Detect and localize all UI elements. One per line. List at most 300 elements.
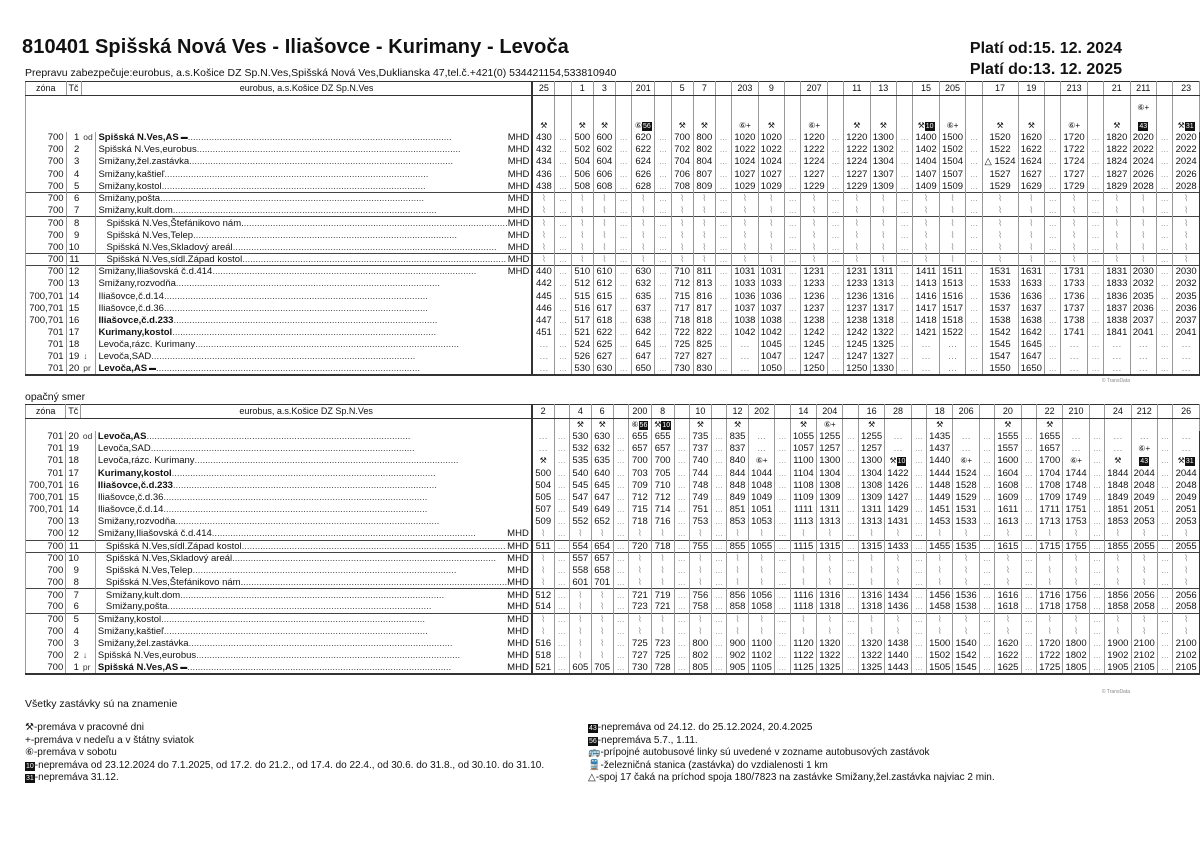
trip-number: 19 (1018, 82, 1044, 96)
stop-number: 13 (66, 516, 81, 528)
stop-number: 2 (66, 650, 81, 662)
departure-time: 1307 (870, 168, 896, 180)
empty-note (953, 419, 979, 431)
passes-without-stop: ⌇ (844, 253, 870, 265)
passes-without-stop: ⌇ (689, 577, 711, 589)
no-service: … (1061, 339, 1087, 351)
departure-time: 1020 (758, 132, 784, 144)
no-service: … (554, 455, 569, 467)
stop-number: 18 (66, 339, 81, 351)
departure-time: 2058 (1131, 601, 1157, 613)
leader-dots (193, 565, 508, 576)
stop-row (26, 626, 1200, 638)
no-service: … (613, 504, 628, 516)
departure-time: 1318 (870, 314, 896, 326)
stop-name-cell (95, 638, 531, 650)
no-service: … (674, 467, 689, 479)
no-service: … (1021, 491, 1036, 503)
zone: 700,701 (26, 290, 67, 302)
direction-marker: od (81, 132, 96, 144)
no-service: … (1157, 351, 1173, 363)
departure-time: 1111 (790, 504, 816, 516)
departure-time: 1729 (1061, 180, 1087, 192)
departure-time: 1031 (758, 266, 784, 278)
departure-time: 1224 (844, 156, 870, 168)
stop-name-cell (95, 431, 531, 443)
stop-name-cell (95, 589, 531, 601)
no-service: … (843, 467, 858, 479)
departure-time: 2102 (1173, 650, 1200, 662)
trip-number: 203 (732, 82, 758, 96)
departure-time: 1055 (748, 540, 774, 552)
no-service: … (1045, 327, 1061, 339)
passes-without-stop: ⌇ (870, 205, 896, 217)
no-service: … (554, 662, 569, 674)
departure-time: 737 (689, 443, 711, 455)
bus-connection-icon: ▬ (180, 134, 188, 142)
empty-note (693, 96, 715, 120)
no-service: … (711, 455, 726, 467)
departure-time: 2036 (1173, 302, 1200, 314)
departure-time: 1227 (801, 168, 827, 180)
departure-time: 1620 (995, 638, 1021, 650)
no-service: … (827, 156, 843, 168)
no-service: … (843, 479, 858, 491)
empty-note (1157, 419, 1172, 431)
passes-without-stop: ⌇ (913, 205, 939, 217)
trip-note (571, 120, 593, 132)
departure-time: 502 (571, 144, 593, 156)
no-service: … (966, 351, 982, 363)
zone: 700 (26, 192, 67, 204)
departure-time: 1741 (1061, 327, 1087, 339)
validity (970, 38, 1122, 80)
departure-time: 2020 (1173, 132, 1200, 144)
no-service: … (715, 253, 731, 265)
passes-without-stop: ⌇ (844, 192, 870, 204)
leader-dots (189, 156, 508, 167)
no-service: … (785, 266, 801, 278)
no-service: … (555, 156, 571, 168)
no-service: … (616, 229, 632, 241)
no-service: … (554, 552, 569, 564)
no-service: … (911, 650, 926, 662)
passes-without-stop: ⌇ (1130, 217, 1156, 229)
passes-without-stop: ⌇ (982, 253, 1018, 265)
departure-time: 1802 (1063, 650, 1089, 662)
empty-note (1045, 96, 1061, 120)
legend-text: -spoj 17 čaká na príchod spoja 180/7823 na zastávke Smižany,žel.zastávka najviac 2 min. (595, 772, 995, 783)
passes-without-stop: ⌇ (790, 577, 816, 589)
trip-note (1130, 96, 1156, 120)
no-service: … (555, 266, 571, 278)
trip-note (593, 120, 615, 132)
no-service: … (1089, 577, 1104, 589)
passes-without-stop: ⌇ (953, 577, 979, 589)
leader-dots (212, 266, 507, 277)
zone: 700 (26, 540, 66, 552)
passes-without-stop: ⌇ (591, 601, 613, 613)
direction-marker (81, 192, 96, 204)
stop-name-cell (96, 168, 532, 180)
departure-time: 1638 (1018, 314, 1044, 326)
no-service: … (1021, 516, 1036, 528)
mhd-label: MHD (507, 253, 530, 265)
departure-time: 1522 (939, 327, 965, 339)
no-service: … (979, 540, 994, 552)
no-service: … (554, 431, 569, 443)
service-day-icon: ⚒ (853, 121, 861, 130)
passes-without-stop: ⌇ (1036, 565, 1062, 577)
departure-time: 652 (591, 516, 613, 528)
no-service: … (655, 302, 671, 314)
departure-time: 1231 (844, 266, 870, 278)
leader-dots (160, 193, 508, 204)
departure-time: 1327 (870, 351, 896, 363)
departure-time: 756 (689, 589, 711, 601)
leader-dots (151, 351, 529, 362)
passes-without-stop: ⌇ (1130, 192, 1156, 204)
departure-time: 706 (671, 168, 693, 180)
no-service: … (554, 491, 569, 503)
departure-time: 1309 (870, 180, 896, 192)
no-service: … (775, 626, 790, 638)
no-service: … (911, 431, 926, 443)
departure-time: 700 (651, 455, 674, 467)
mhd-label: MHD (507, 168, 530, 180)
departure-time: 1615 (995, 540, 1021, 552)
no-service: … (1130, 363, 1156, 375)
service-day-icon: ⚒ (867, 420, 876, 430)
passes-without-stop: ⌇ (693, 205, 715, 217)
stop-name-cell (96, 339, 532, 351)
no-service: … (555, 241, 571, 253)
stop-row (26, 528, 1200, 540)
no-service: … (911, 589, 926, 601)
passes-without-stop: ⌇ (844, 205, 870, 217)
no-service: … (843, 504, 858, 516)
departure-time: 1540 (953, 638, 979, 650)
stop-number: 13 (66, 278, 81, 290)
no-service: … (554, 504, 569, 516)
stop-row (26, 241, 1200, 253)
direction-marker (81, 613, 96, 625)
departure-time: 1720 (1036, 638, 1062, 650)
no-service: … (613, 589, 628, 601)
passes-without-stop: ⌇ (1173, 528, 1200, 540)
departure-time: 1407 (913, 168, 939, 180)
stop-name-cell (95, 552, 531, 564)
no-service: … (913, 351, 939, 363)
no-service: … (1045, 266, 1061, 278)
no-service: … (1089, 601, 1104, 613)
no-service: … (911, 552, 926, 564)
no-service: … (1089, 528, 1104, 540)
no-service: … (1157, 662, 1172, 674)
departure-time: 1856 (1105, 589, 1131, 601)
departure-time: 2036 (1130, 302, 1156, 314)
separator-column (554, 405, 569, 419)
passes-without-stop: ⌇ (758, 229, 784, 241)
departure-time: 1642 (1018, 327, 1044, 339)
departure-time: 1748 (1063, 479, 1089, 491)
departure-time: 728 (651, 662, 674, 674)
trip-number: 23 (1173, 82, 1200, 96)
departure-time: 1622 (995, 650, 1021, 662)
trip-note (758, 120, 784, 132)
passes-without-stop: ⌇ (569, 626, 591, 638)
no-service: … (1157, 565, 1172, 577)
no-service: … (554, 479, 569, 491)
service-day-icon: ⚒ (767, 121, 775, 130)
departure-time: 712 (628, 491, 651, 503)
stop-name-cell (95, 662, 531, 674)
no-service: … (613, 516, 628, 528)
stop-name: Smižany,kult.dom (105, 589, 181, 601)
empty-note (1104, 96, 1130, 120)
no-service: … (775, 467, 790, 479)
no-service: … (555, 363, 571, 375)
leader-dots (244, 218, 508, 229)
departure-time: 755 (689, 540, 711, 552)
departure-time: 1300 (870, 132, 896, 144)
stop-name: Smižany,Iliašovská č.d.414 (98, 266, 213, 278)
departure-time: 500 (532, 467, 554, 479)
no-service: … (674, 540, 689, 552)
no-service: … (613, 455, 628, 467)
no-service: … (911, 613, 926, 625)
no-service: … (1087, 217, 1103, 229)
legend-item (588, 747, 995, 760)
carrier-header: eurobus, a.s.Košice DZ Sp.N.Ves (81, 405, 532, 419)
stop-name: Smižany,kaštieľ (98, 168, 165, 180)
departure-time: 1100 (790, 455, 816, 467)
no-service: … (911, 577, 926, 589)
stop-number: 15 (66, 302, 81, 314)
departure-time: 1725 (1036, 662, 1062, 674)
departure-time: 657 (651, 443, 674, 455)
no-service: … (897, 144, 913, 156)
no-service: … (1157, 278, 1173, 290)
departure-time: 1120 (790, 638, 816, 650)
passes-without-stop: ⌇ (1173, 577, 1200, 589)
no-service: … (1157, 626, 1172, 638)
no-service: … (554, 638, 569, 650)
trip-number: 212 (1131, 405, 1157, 419)
separator-column (966, 82, 982, 96)
leader-dots (164, 626, 507, 637)
trip-number: 205 (939, 82, 965, 96)
mhd-label: MHD (507, 553, 529, 565)
stop-row (26, 467, 1200, 479)
no-service: … (827, 168, 843, 180)
departure-time: 1113 (790, 516, 816, 528)
empty-note (616, 120, 632, 132)
no-service: … (555, 278, 571, 290)
departure-time: 1236 (844, 290, 870, 302)
passes-without-stop: ⌇ (748, 577, 774, 589)
no-service: … (897, 205, 913, 217)
no-service: … (655, 241, 671, 253)
no-service: … (911, 565, 926, 577)
departure-time: 710 (651, 479, 674, 491)
direction-marker (81, 455, 96, 467)
stop-name-cell (96, 144, 532, 156)
no-service: … (979, 431, 994, 443)
service-day-icon: ⚒ (733, 420, 742, 430)
departure-time: 1722 (1036, 650, 1062, 662)
no-service: … (1157, 266, 1173, 278)
trip-number: 202 (748, 405, 774, 419)
passes-without-stop: ⌇ (689, 626, 711, 638)
no-service: … (711, 662, 726, 674)
stop-name-cell (96, 302, 532, 314)
departure-time: 2026 (1173, 168, 1200, 180)
trip-number: 15 (913, 82, 939, 96)
passes-without-stop: ⌇ (732, 205, 758, 217)
departure-time: 632 (591, 443, 613, 455)
no-service: … (953, 431, 979, 443)
passes-without-stop: ⌇ (727, 613, 749, 625)
departure-time: △ 1524 (982, 156, 1018, 168)
no-service: … (555, 302, 571, 314)
passes-without-stop: ⌇ (693, 192, 715, 204)
no-service: … (827, 351, 843, 363)
stop-row (26, 565, 1200, 577)
legend-item (25, 735, 544, 748)
no-service: … (616, 168, 632, 180)
zone: 700 (26, 552, 66, 564)
departure-time: 837 (727, 443, 749, 455)
no-service: … (532, 363, 555, 375)
direction-marker (81, 443, 96, 455)
departure-time: 855 (727, 540, 749, 552)
no-service: … (1045, 241, 1061, 253)
departure-time: 1311 (870, 266, 896, 278)
no-service: … (1157, 132, 1173, 144)
leader-dots (147, 431, 529, 442)
departure-time: 1020 (732, 132, 758, 144)
trip-note (732, 120, 758, 132)
departure-time: 2105 (1131, 662, 1157, 674)
departure-time: 1440 (927, 455, 953, 467)
no-service: … (979, 662, 994, 674)
direction-marker (81, 302, 96, 314)
no-service: … (785, 156, 801, 168)
leader-dots (175, 516, 528, 527)
departure-time: 1755 (1063, 540, 1089, 552)
departure-time: 1316 (870, 290, 896, 302)
departure-time: 1756 (1063, 589, 1089, 601)
departure-time: 2044 (1173, 467, 1200, 479)
departure-time: 1536 (982, 290, 1018, 302)
departure-time: 1409 (913, 180, 939, 192)
passes-without-stop: ⌇ (1104, 205, 1130, 217)
stop-name-cell (96, 314, 532, 326)
trip-note (1036, 419, 1062, 431)
departure-time: 1831 (1104, 266, 1130, 278)
empty-note (555, 96, 571, 120)
departure-time: 645 (591, 479, 613, 491)
no-service: … (674, 431, 689, 443)
service-day-icon: ⚒ (936, 420, 944, 430)
no-service: … (554, 650, 569, 662)
passes-without-stop: ⌇ (1131, 552, 1157, 564)
empty-note (1045, 120, 1061, 132)
empty-note (1061, 96, 1087, 120)
departure-time: 606 (593, 168, 615, 180)
trip-number: 6 (591, 405, 613, 419)
no-service: … (555, 168, 571, 180)
no-service: … (897, 327, 913, 339)
trip-number: 17 (982, 82, 1018, 96)
no-service: … (785, 290, 801, 302)
departure-time: 1542 (982, 327, 1018, 339)
departure-time: 1421 (913, 327, 939, 339)
passes-without-stop: ⌇ (870, 217, 896, 229)
no-service: … (1104, 339, 1130, 351)
departure-time: 635 (591, 455, 613, 467)
empty-note (758, 96, 784, 120)
stop-row (26, 229, 1200, 241)
no-service: … (775, 638, 790, 650)
empty-note (613, 419, 628, 431)
departure-time: 816 (693, 290, 715, 302)
passes-without-stop: ⌇ (1063, 565, 1089, 577)
passes-without-stop: ⌇ (801, 217, 827, 229)
passes-without-stop: ⌇ (801, 192, 827, 204)
passes-without-stop: ⌇ (870, 241, 896, 253)
no-service: … (966, 241, 982, 253)
no-service: … (911, 479, 926, 491)
departure-time: 800 (693, 132, 715, 144)
no-service: … (1045, 205, 1061, 217)
no-service: … (715, 205, 731, 217)
no-service: … (1087, 278, 1103, 290)
no-service: … (674, 613, 689, 625)
leader-dots (176, 278, 529, 289)
departure-time: 748 (689, 479, 711, 491)
service-day-icon: ⚒ (540, 121, 548, 130)
departure-time: 1711 (1036, 504, 1062, 516)
no-service: … (827, 363, 843, 375)
no-service: … (775, 528, 790, 540)
zone: 700,701 (26, 302, 67, 314)
passes-without-stop: ⌇ (532, 613, 554, 625)
stop-row (26, 504, 1200, 516)
departure-time: 1431 (885, 516, 911, 528)
departure-time: 851 (727, 504, 749, 516)
departure-time: 1650 (1018, 363, 1044, 375)
departure-time: 1753 (1063, 516, 1089, 528)
trip-notes-row (26, 120, 1200, 132)
departure-time: 1311 (817, 504, 843, 516)
no-service: … (979, 650, 994, 662)
no-service: … (1131, 431, 1157, 443)
no-service: … (555, 290, 571, 302)
departure-time: 504 (571, 156, 593, 168)
no-service: … (1157, 528, 1172, 540)
departure-time: 902 (727, 650, 749, 662)
no-service: … (555, 205, 571, 217)
no-service: … (939, 363, 965, 375)
service-day-icon: ⑥+ (960, 456, 973, 466)
passes-without-stop: ⌇ (591, 626, 613, 638)
departure-time: 716 (651, 516, 674, 528)
no-service: … (1173, 351, 1200, 363)
stop-row (26, 601, 1200, 613)
departure-time: 2055 (1131, 540, 1157, 552)
